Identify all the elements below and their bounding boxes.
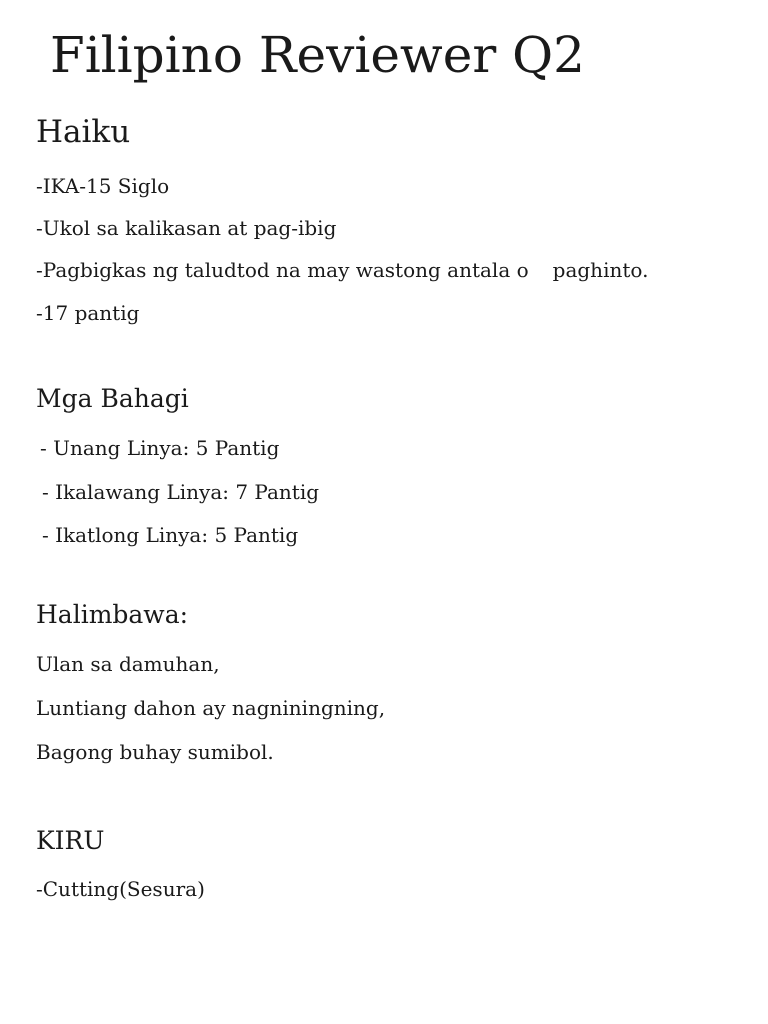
haiku-item-topic: -Ukol sa kalikasan at pag-ibig (36, 216, 337, 240)
bahagi-item-first-line: - Unang Linya: 5 Pantig (40, 436, 280, 460)
haiku-item-recitation-text: -Pagbigkas ng taludtod na may wastong antala o (36, 258, 529, 282)
section-heading-bahagi: Mga Bahagi (36, 384, 189, 413)
haiku-item-century: -IKA-15 Siglo (36, 174, 170, 198)
haiku-item-recitation (36, 258, 648, 282)
section-heading-haiku: Haiku (36, 114, 131, 150)
poem-line-1: Ulan sa damuhan, (36, 652, 220, 676)
bahagi-item-second-line: - Ikalawang Linya: 7 Pantig (42, 480, 320, 504)
haiku-item-recitation-tail: paghinto. (552, 258, 649, 282)
poem-line-2: Luntiang dahon ay nagniningning, (36, 696, 386, 720)
bahagi-item-third-line: - Ikatlong Linya: 5 Pantig (42, 523, 299, 547)
haiku-item-syllables: -17 pantig (36, 301, 140, 325)
kiru-item-cutting: -Cutting(Sesura) (36, 877, 205, 901)
poem-line-3: Bagong buhay sumibol. (36, 740, 274, 764)
page-title: Filipino Reviewer Q2 (50, 26, 585, 84)
section-heading-halimbawa: Halimbawa: (36, 600, 189, 629)
section-heading-kiru: KIRU (36, 826, 105, 855)
